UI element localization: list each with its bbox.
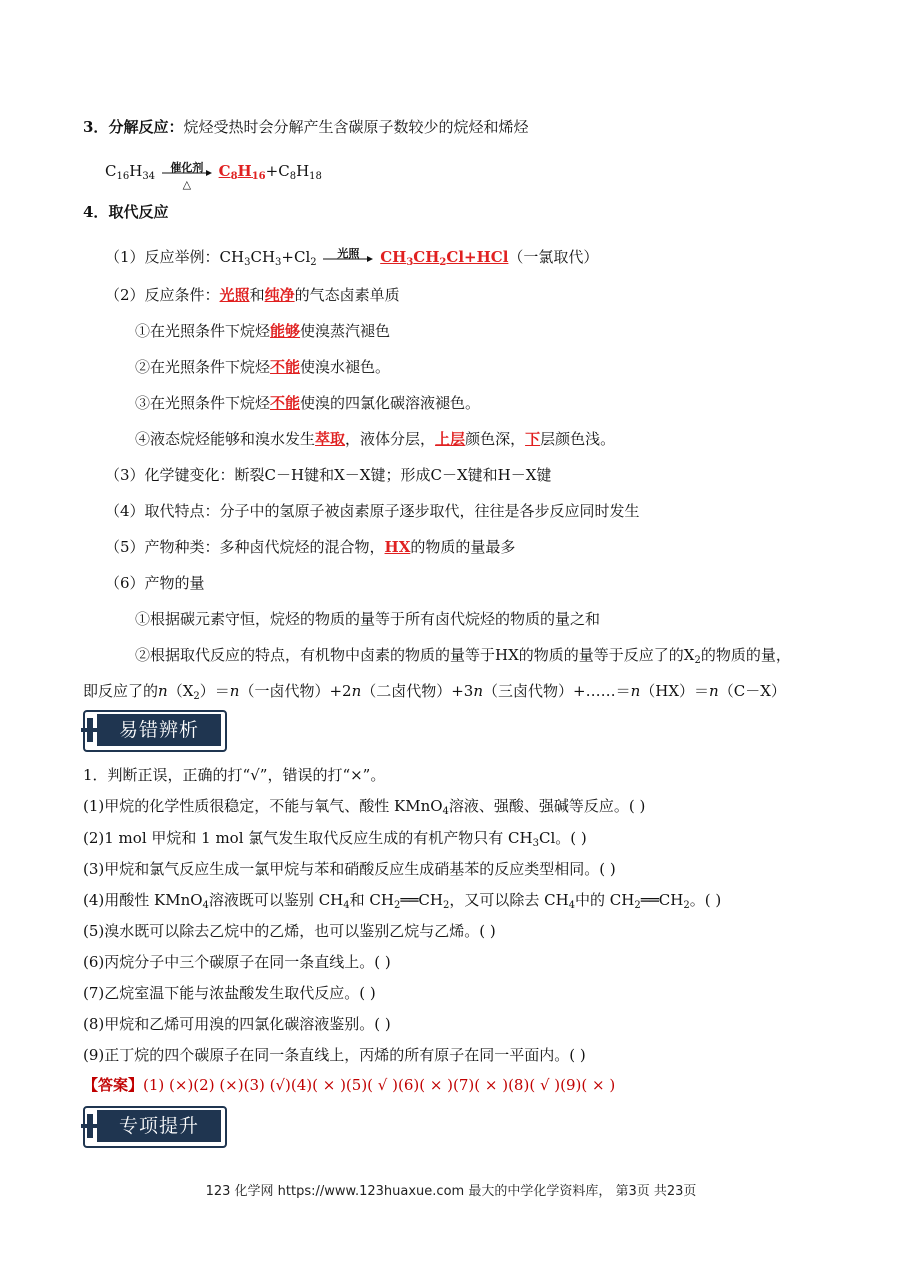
- t: 的物质的量，: [700, 646, 791, 664]
- answer-label: 【答案】: [83, 1076, 144, 1094]
- sub: 2: [310, 257, 317, 268]
- product-highlight: [380, 248, 508, 266]
- banner-label: 专项提升: [97, 1110, 221, 1142]
- sub: 2: [634, 900, 641, 911]
- item-3: （3）化学键变化：断裂C－H键和X－X键；形成C－X键和H－X键: [105, 466, 552, 484]
- highlight: HX: [384, 538, 411, 556]
- var-n: n: [158, 682, 168, 700]
- sub: 2: [442, 900, 450, 911]
- item-label: （2）反应条件：: [105, 286, 220, 304]
- var-n: n: [229, 682, 240, 700]
- t: 层颜色浅。: [540, 430, 616, 448]
- t: CH: [250, 248, 276, 266]
- sub: 4: [343, 900, 350, 911]
- reactant-h: H: [129, 162, 143, 180]
- t: （一卤代物）+2: [239, 682, 352, 700]
- sub: 3: [406, 257, 414, 268]
- t: ③在光照条件下烷烃: [135, 394, 271, 412]
- sub: 8: [230, 171, 238, 182]
- note: （一氯取代）: [508, 248, 599, 266]
- question-4: [83, 890, 721, 910]
- item-2: [105, 285, 400, 305]
- item-1: [105, 247, 598, 268]
- t: 使溴水褪色。: [300, 358, 391, 376]
- product-highlight: [219, 162, 266, 180]
- sub: 16: [251, 171, 266, 182]
- t: ，液体分层，: [345, 430, 436, 448]
- t: 中的 CH: [575, 891, 635, 909]
- section-number: 4．: [83, 203, 109, 221]
- t: CH: [413, 248, 440, 266]
- highlight: 纯净: [264, 286, 295, 304]
- t: 即反应了的: [83, 682, 159, 700]
- decomposition-equation: [105, 161, 322, 191]
- sub-item-3: [135, 393, 480, 413]
- question-2: [83, 828, 587, 848]
- section-title: 分解反应：: [108, 118, 184, 136]
- question-1: [83, 796, 645, 816]
- t: ②根据取代反应的特点，有机物中卤素的物质的量等于HX的物质的量等于反应了的X: [135, 646, 695, 664]
- t: （C－X）: [718, 682, 786, 700]
- sub: 2: [393, 900, 401, 911]
- question-3: (3)甲烷和氯气反应生成一氯甲烷与苯和硝酸反应生成硝基苯的反应类型相同。( ): [83, 860, 616, 878]
- var-n: n: [473, 682, 484, 700]
- t: Cl。( ): [538, 829, 587, 847]
- reactant-c: C: [105, 162, 117, 180]
- highlight: 下: [525, 430, 541, 448]
- question-7: (7)乙烷室温下能与浓盐酸发生取代反应。( ): [83, 984, 376, 1002]
- t: 溶液既可以鉴别 CH: [208, 891, 344, 909]
- arrow-icon: [323, 256, 373, 262]
- t: 。( ): [689, 891, 722, 909]
- highlight: 不能: [270, 358, 301, 376]
- sub: 34: [142, 171, 156, 182]
- p-c: C: [218, 162, 231, 180]
- sub: 2: [683, 900, 690, 911]
- t: 使溴蒸汽褪色: [300, 322, 391, 340]
- section-text: 烷烃受热时会分解产生含碳原子数较少的烷烃和烯烃: [183, 118, 529, 136]
- t: 使溴的四氯化碳溶液褪色。: [300, 394, 481, 412]
- sub: 18: [309, 171, 322, 182]
- t: CH: [380, 248, 407, 266]
- t: 的物质的量最多: [410, 538, 516, 556]
- sub: 4: [202, 900, 209, 911]
- banner-label: 易错辨析: [97, 714, 221, 746]
- t: 和: [249, 286, 265, 304]
- sub: 2: [439, 257, 447, 268]
- question-6: (6)丙烷分子中三个碳原子在同一条直线上。( ): [83, 953, 391, 971]
- sub: 3: [275, 257, 282, 268]
- highlight: 能够: [270, 322, 301, 340]
- plus-c: +C: [265, 162, 290, 180]
- t: 溶液、强酸、强碱等反应。( ): [448, 797, 646, 815]
- sub-item-2: [135, 357, 390, 377]
- highlight: 萃取: [315, 430, 346, 448]
- sub: 2: [694, 655, 701, 666]
- t: （二卤代物）+3: [361, 682, 474, 700]
- sub-item-1: [135, 321, 390, 341]
- t: 颜色深，: [465, 430, 526, 448]
- page-footer: 123 化学网 https://www.123huaxue.com 最大的中学化学资料库， 第3页 共23页: [205, 1184, 697, 1199]
- t: (4)用酸性 KMnO: [83, 891, 203, 909]
- section-4-heading: [83, 202, 168, 222]
- t: 的气态卤素单质: [294, 286, 400, 304]
- t: ══CH: [400, 891, 443, 909]
- sub: 8: [289, 171, 297, 182]
- sub: 16: [116, 171, 130, 182]
- var-n: n: [351, 682, 362, 700]
- t: Cl+HCl: [446, 248, 509, 266]
- sub-item-4: [135, 429, 615, 449]
- reaction-arrow: [323, 248, 373, 268]
- var-n: n: [709, 682, 719, 700]
- sub: 4: [568, 900, 576, 911]
- answer-text: (1) (×)(2) (×)(3) (√)(4)( × )(5)( √ )(6)( × )(7)( × )(8)( √ )(9)( × ): [143, 1076, 616, 1094]
- sub-item-6b: [135, 645, 791, 665]
- p2-h: H: [296, 162, 310, 180]
- t: ②在光照条件下烷烃: [135, 358, 271, 376]
- question-intro: 1．判断正误，正确的打“√”，错误的打“×”。: [83, 766, 386, 784]
- p-h: H: [237, 162, 252, 180]
- banner-bar: [87, 718, 93, 742]
- t: （5）产物种类：多种卤代烷烃的混合物，: [105, 538, 385, 556]
- reaction-arrow: [162, 161, 212, 191]
- item-label: （1）反应举例：: [105, 248, 220, 266]
- arrow-condition-top: 光照: [337, 247, 360, 260]
- question-9: (9)正丁烷的四个碳原子在同一条直线上，丙烯的所有原子在同一平面内。( ): [83, 1046, 586, 1064]
- section-number: 3．: [83, 118, 109, 136]
- var-n: n: [630, 682, 641, 700]
- sub: 4: [442, 806, 449, 817]
- t: ，又可以除去 CH: [449, 891, 569, 909]
- section-3-heading: [83, 117, 528, 137]
- t: (2)1 mol 甲烷和 1 mol 氯气发生取代反应生成的有机产物只有 CH: [83, 829, 533, 847]
- sub: 3: [244, 257, 251, 268]
- banner-bar: [87, 1114, 93, 1138]
- section-title: 取代反应: [108, 203, 169, 221]
- t: 和 CH: [349, 891, 394, 909]
- arrow-condition-bottom: △: [182, 178, 192, 191]
- sub-item-6c: [83, 681, 786, 701]
- t: ）＝: [199, 682, 230, 700]
- t: CH: [219, 248, 245, 266]
- t: （X: [167, 682, 194, 700]
- question-5: (5)溴水既可以除去乙烷中的乙烯，也可以鉴别乙烷与乙烯。( ): [83, 922, 496, 940]
- t: ④液态烷烃能够和溴水发生: [135, 430, 316, 448]
- sub-item-6a: ①根据碳元素守恒，烷烃的物质的量等于所有卤代烷烃的物质的量之和: [135, 610, 601, 628]
- t: +Cl: [281, 248, 311, 266]
- sub: 3: [532, 838, 539, 849]
- question-8: (8)甲烷和乙烯可用溴的四氯化碳溶液鉴别。( ): [83, 1015, 391, 1033]
- t: ①在光照条件下烷烃: [135, 322, 271, 340]
- highlight: 不能: [270, 394, 301, 412]
- t: ══CH: [640, 891, 684, 909]
- highlight: 光照: [219, 286, 250, 304]
- t: （HX）＝: [640, 682, 710, 700]
- highlight: 上层: [435, 430, 466, 448]
- item-4: （4）取代特点：分子中的氢原子被卤素原子逐步取代，往往是各步反应同时发生: [105, 502, 640, 520]
- t: (1)甲烷的化学性质很稳定，不能与氧气、酸性 KMnO: [83, 797, 443, 815]
- sub: 2: [193, 691, 200, 702]
- item-6: （6）产物的量: [105, 574, 205, 592]
- answer-line: [83, 1075, 615, 1095]
- item-5: [105, 537, 515, 557]
- t: （三卤代物）+……＝: [483, 682, 631, 700]
- arrow-condition-top: 催化剂: [170, 161, 204, 174]
